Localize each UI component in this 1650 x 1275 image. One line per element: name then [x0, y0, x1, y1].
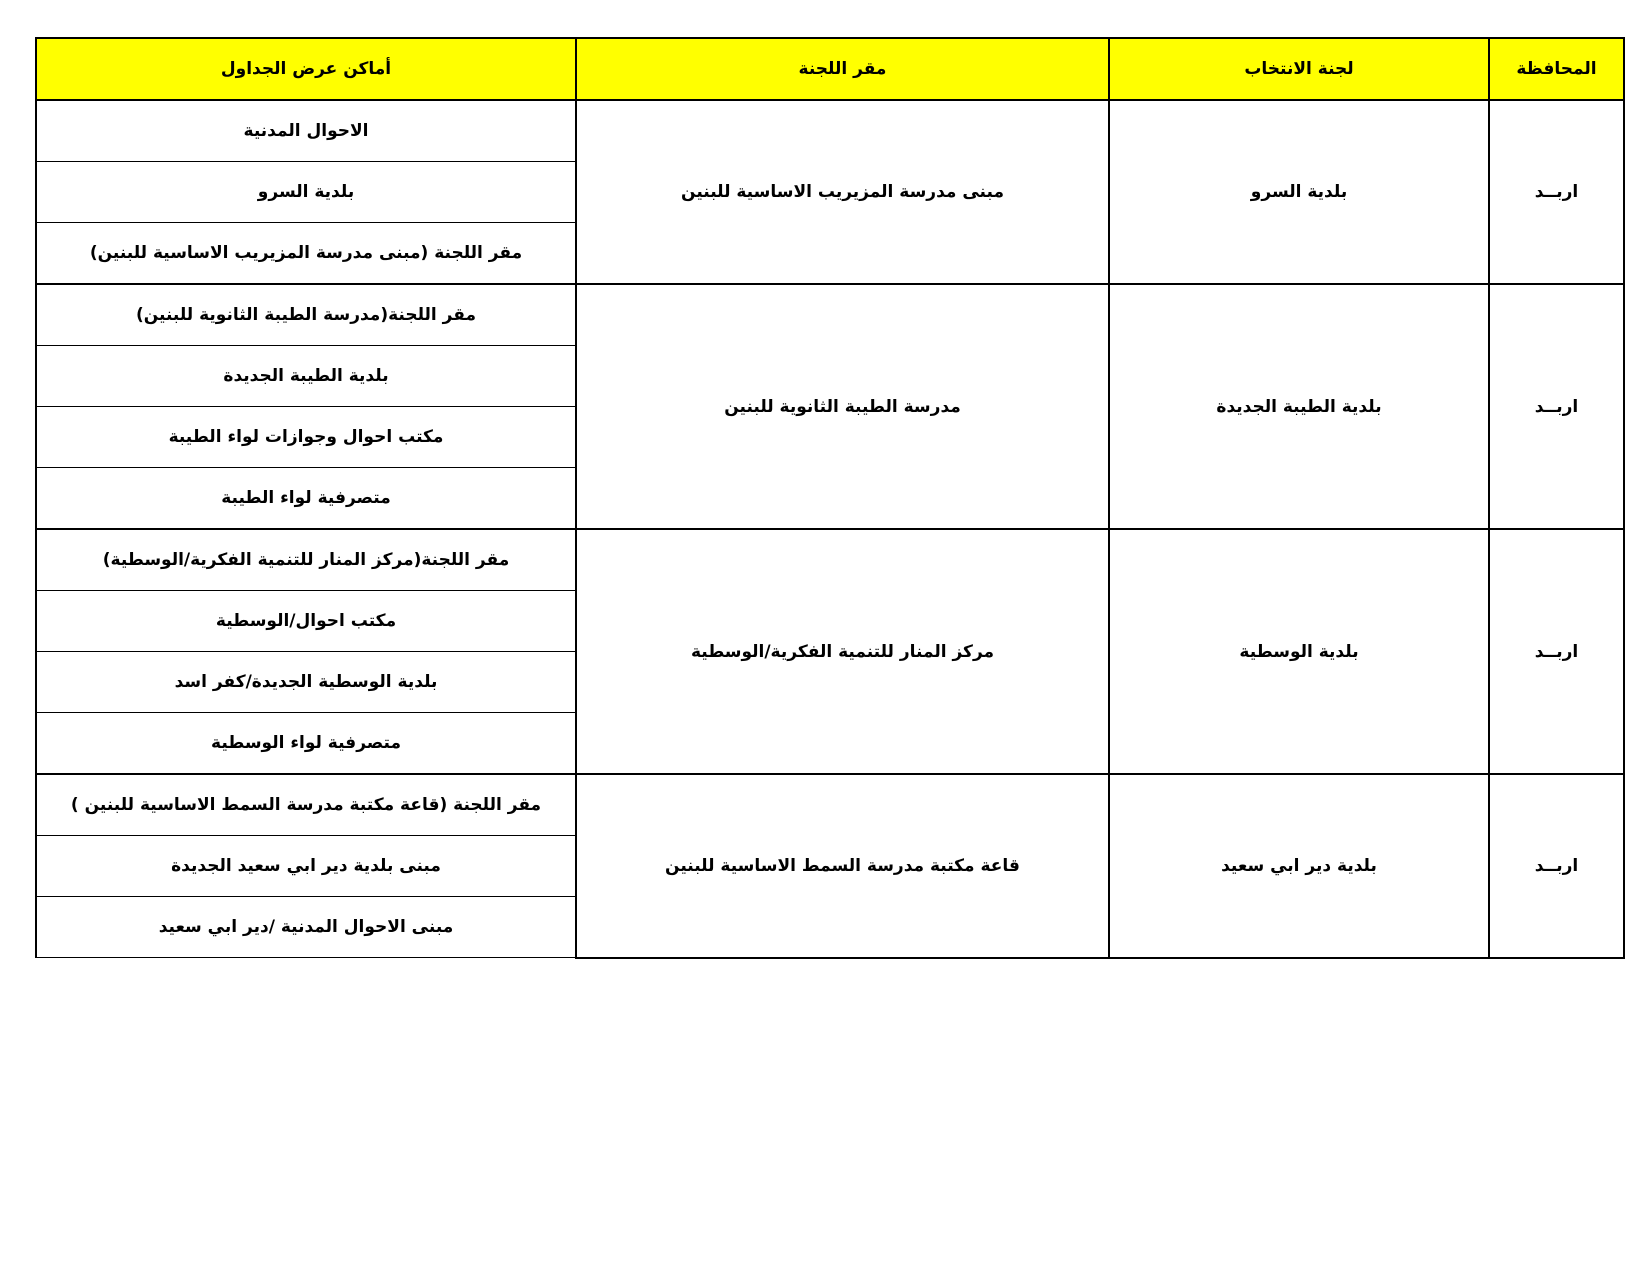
location-cell: متصرفية لواء الوسطية: [36, 713, 576, 775]
table-row: [36, 774, 1624, 836]
header-governorate: المحافظة: [1489, 38, 1624, 100]
headquarters-cell: مبنى مدرسة المزيريب الاساسية للبنين: [576, 100, 1109, 284]
location-cell: مبنى الاحوال المدنية /دير ابي سعيد: [36, 897, 576, 958]
location-cell: الاحوال المدنية: [36, 100, 576, 162]
location-cell: مقر اللجنة (مبنى مدرسة المزيريب الاساسية للبنين): [36, 223, 576, 285]
governorate-cell: اربــد: [1489, 529, 1624, 774]
committee-cell: بلدية الوسطية: [1109, 529, 1489, 774]
headquarters-cell: مدرسة الطيبة الثانوية للبنين: [576, 284, 1109, 529]
governorate-cell: اربــد: [1489, 100, 1624, 284]
election-committees-table: [35, 37, 1625, 959]
location-cell: مبنى بلدية دير ابي سعيد الجديدة: [36, 836, 576, 897]
location-cell: مقر اللجنة(مدرسة الطيبة الثانوية للبنين): [36, 284, 576, 346]
committee-cell: بلدية السرو: [1109, 100, 1489, 284]
location-cell: مكتب احوال/الوسطية: [36, 591, 576, 652]
headquarters-cell: قاعة مكتبة مدرسة السمط الاساسية للبنين: [576, 774, 1109, 958]
header-display-locations: أماكن عرض الجداول: [36, 38, 576, 100]
location-cell: متصرفية لواء الطيبة: [36, 468, 576, 530]
location-cell: بلدية الوسطية الجديدة/كفر اسد: [36, 652, 576, 713]
governorate-cell: اربــد: [1489, 284, 1624, 529]
location-cell: بلدية الطيبة الجديدة: [36, 346, 576, 407]
header-row: [36, 38, 1624, 100]
headquarters-cell: مركز المنار للتنمية الفكرية/الوسطية: [576, 529, 1109, 774]
table-row: [36, 284, 1624, 346]
committee-cell: بلدية الطيبة الجديدة: [1109, 284, 1489, 529]
location-cell: مقر اللجنة(مركز المنار للتنمية الفكرية/الوسطية): [36, 529, 576, 591]
location-cell: مقر اللجنة (قاعة مكتبة مدرسة السمط الاساسية للبنين ): [36, 774, 576, 836]
table-row: [36, 100, 1624, 162]
election-committees-table-wrapper: [35, 37, 1623, 959]
header-committee: لجنة الانتخاب: [1109, 38, 1489, 100]
location-cell: مكتب احوال وجوازات لواء الطيبة: [36, 407, 576, 468]
header-headquarters: مقر اللجنة: [576, 38, 1109, 100]
committee-cell: بلدية دير ابي سعيد: [1109, 774, 1489, 958]
table-row: [36, 529, 1624, 591]
location-cell: بلدية السرو: [36, 162, 576, 223]
governorate-cell: اربــد: [1489, 774, 1624, 958]
